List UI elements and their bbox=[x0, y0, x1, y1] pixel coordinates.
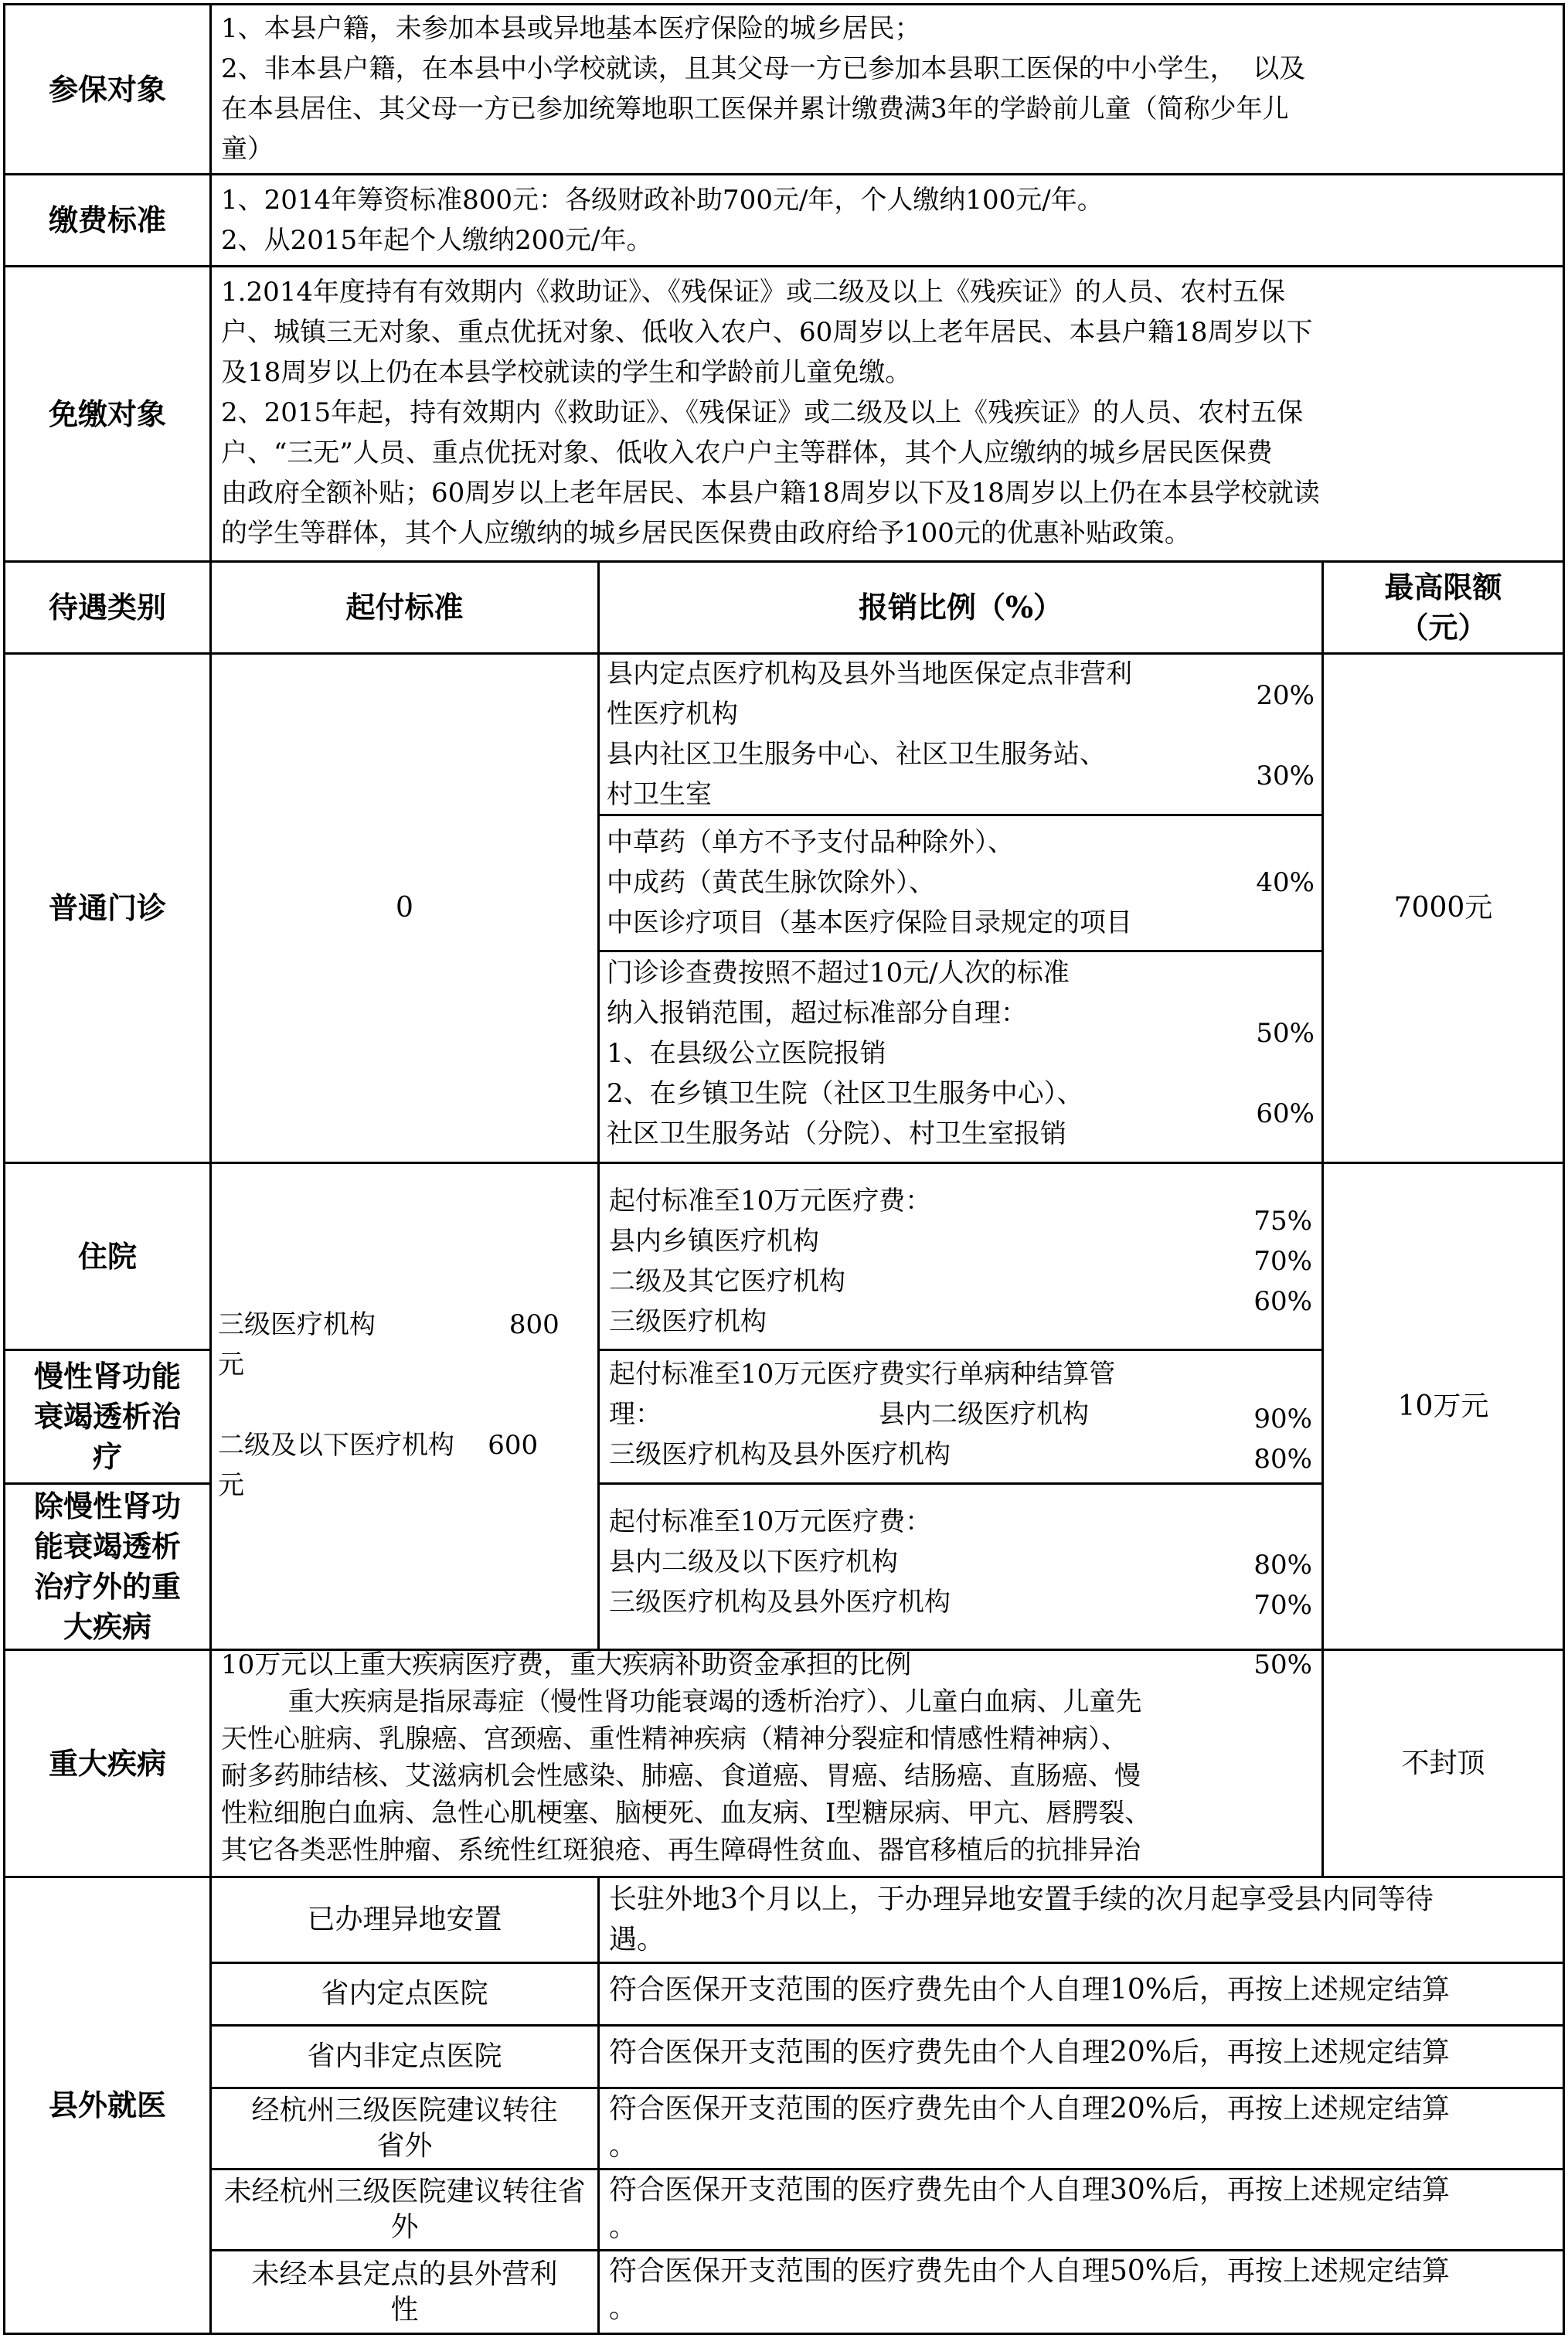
serious-pct-2: 70% bbox=[1253, 1590, 1312, 1621]
header-category: 待遇类别 bbox=[3, 560, 212, 655]
payment-content-cell bbox=[209, 173, 1565, 267]
outside-row-1-desc: 长驻外地3个月以上，于办理异地安置手续的次月起享受县内同等待 遇。 bbox=[597, 1876, 1565, 1964]
major-label-cell: 重大疾病 bbox=[3, 1649, 212, 1878]
inpatient-deductible-text: 三级医疗机构 800 元 二级及以下医疗机构 600 元 bbox=[218, 1309, 560, 1501]
payment-line-1: 1、2014年筹资标准800元：各级财政补助700元/年，个人缴纳100元/年。 bbox=[221, 185, 1104, 216]
serious-pct-1: 80% bbox=[1253, 1550, 1312, 1581]
payment-label: 缴费标准 bbox=[48, 202, 166, 237]
outpatient-g3-pct-2: 60% bbox=[1256, 1098, 1315, 1129]
exempt-line-5: 户、“三无”人员、重点优抚对象、低收入农户户主等群体，其个人应缴纳的城乡居民医保费 bbox=[221, 437, 1273, 468]
outside-row-3-desc: 符合医保开支范围的医疗费先由个人自理20%后，再按上述规定结算 bbox=[597, 2024, 1565, 2089]
insured-line-3: 在本县居住、其父母一方已参加统筹地职工医保并累计缴费满3年的学龄前儿童（简称少年儿 bbox=[221, 94, 1289, 124]
inpatient-g1-pct-1: 75% bbox=[1253, 1206, 1312, 1237]
inpatient-deductible-cell bbox=[209, 1162, 600, 1651]
outside-label-cell: 县外就医 bbox=[3, 1876, 212, 2335]
exempt-line-2: 户、城镇三无对象、重点优抚对象、低收入农户、60周岁以上老年居民、本县户籍18周岁以下 bbox=[221, 317, 1313, 348]
exempt-line-7: 的学生等群体，其个人应缴纳的城乡居民医保费由政府给予100元的优惠补贴政策。 bbox=[221, 518, 1191, 549]
outpatient-g3-text: 门诊诊查费按照不超过10元/人次的标准 纳入报销范围，超过标准部分自理： 1、在县级公立医院报销 2、在乡镇卫生院（社区卫生服务中心）、 社区卫生服务站（分院）、村卫生室报销 bbox=[607, 958, 1083, 1149]
outpatient-g3-pct-1: 50% bbox=[1256, 1018, 1315, 1049]
dialysis-text: 起付标准至10万元医疗费实行单病种结算管 理： 县内二级医疗机构 三级医疗机构及县外医疗机构 bbox=[609, 1359, 1116, 1470]
insured-content-cell bbox=[209, 3, 1565, 175]
outpatient-g1-item-2: 县内社区卫生服务中心、社区卫生服务站、 村卫生室 bbox=[607, 739, 1106, 810]
outpatient-g1-item-1: 县内定点医疗机构及县外当地医保定点非营利 性医疗机构 bbox=[607, 659, 1132, 730]
exempt-line-6: 由政府全额补贴；60周岁以上老年居民、本县户籍18周岁以下及18周岁以上仍在本县学校就读 bbox=[221, 478, 1320, 509]
header-deductible: 起付标准 bbox=[209, 560, 600, 655]
exempt-label: 免缴对象 bbox=[48, 396, 166, 431]
insured-line-4: 童） bbox=[221, 134, 274, 165]
outside-row-2-desc: 符合医保开支范围的医疗费先由个人自理10%后，再按上述规定结算 bbox=[597, 1962, 1565, 2027]
inpatient-g1-pct-2: 70% bbox=[1253, 1246, 1312, 1277]
insured-label-cell bbox=[3, 3, 212, 175]
major-content-cell bbox=[209, 1649, 1324, 1878]
insured-line-1: 1、本县户籍，未参加本县或异地基本医疗保险的城乡居民； bbox=[221, 13, 921, 44]
header-max: 最高限额 （元） bbox=[1321, 560, 1565, 655]
exempt-content-cell bbox=[209, 265, 1565, 563]
serious-ratio-cell bbox=[597, 1482, 1324, 1651]
inpatient-g1-pct-3: 60% bbox=[1253, 1286, 1312, 1317]
outside-row-6-desc: 符合医保开支范围的医疗费先由个人自理50%后，再按上述规定结算 。 bbox=[597, 2249, 1565, 2335]
inpatient-ratio-cell bbox=[597, 1162, 1324, 1351]
outpatient-g2-text: 中草药（单方不予支付品种除外）、 中成药（黄芪生脉饮除外）、 中医诊疗项目（基本医疗保险目录规定的项目 bbox=[607, 827, 1132, 938]
outside-row-2-name: 省内定点医院 bbox=[209, 1962, 600, 2027]
dialysis-pct-1: 90% bbox=[1253, 1404, 1312, 1434]
outside-row-3-name: 省内非定点医院 bbox=[209, 2024, 600, 2089]
outpatient-ratio-cell bbox=[597, 652, 1324, 1164]
dialysis-ratio-cell bbox=[597, 1349, 1324, 1485]
exempt-label-cell bbox=[3, 265, 212, 563]
outpatient-g2-pct: 40% bbox=[1256, 867, 1315, 898]
inpatient-max-cell: 10万元 bbox=[1321, 1162, 1565, 1651]
outpatient-group-2 bbox=[597, 816, 1324, 952]
dialysis-label-cell: 慢性肾功能 衰竭透析治 疗 bbox=[3, 1349, 212, 1485]
outpatient-label-cell: 普通门诊 bbox=[3, 652, 212, 1164]
serious-text: 起付标准至10万元医疗费： 县内二级及以下医疗机构 三级医疗机构及县外医疗机构 bbox=[609, 1506, 951, 1618]
outpatient-group-1 bbox=[597, 652, 1324, 816]
exempt-line-4: 2、2015年起，持有效期内《救助证》、《残保证》或二级及以上《残疾证》的人员、农村五保 bbox=[221, 397, 1304, 428]
outside-row-6-name: 未经本县定点的县外营利 性 bbox=[209, 2249, 600, 2335]
header-ratio: 报销比例（%） bbox=[597, 560, 1324, 655]
exempt-line-3: 及18周岁以上仍在本县学校就读的学生和学龄前儿童免缴。 bbox=[221, 357, 912, 388]
major-max-cell: 不封顶 bbox=[1321, 1649, 1565, 1878]
outpatient-max-cell: 7000元 bbox=[1321, 652, 1565, 1164]
outside-row-5-desc: 符合医保开支范围的医疗费先由个人自理30%后，再按上述规定结算 。 bbox=[597, 2168, 1565, 2251]
outpatient-g1-pct-1: 20% bbox=[1256, 680, 1315, 711]
outside-row-4-desc: 符合医保开支范围的医疗费先由个人自理20%后，再按上述规定结算 。 bbox=[597, 2087, 1565, 2170]
exempt-line-1: 1.2014年度持有有效期内《救助证》、《残保证》或二级及以上《残疾证》的人员、农村五保 bbox=[221, 277, 1285, 308]
dialysis-pct-2: 80% bbox=[1253, 1444, 1312, 1475]
major-text: 10万元以上重大疾病医疗费，重大疾病补助资金承担的比例 重大疾病是指尿毒症（慢性肾功能衰竭的透析治疗）、儿童白血病、儿童先 天性心脏病、乳腺癌、宫颈癌、重性精神疾病（精神分裂症和情感性精神病）、 耐多药肺结核、艾滋病机会性感染、肺癌、食道癌、胃癌、结肠癌、直肠癌、慢 性粒细胞白血病、急性心肌梗塞、脑梗死、血友病、I型糖尿病、甲亢、唇腭裂、 其它各类恶性肿瘤、系统性红斑狼疮、再生障碍性贫血、器官移植后的抗排异治 bbox=[221, 1649, 1151, 1866]
outpatient-deductible-cell: 0 bbox=[209, 652, 600, 1164]
outpatient-group-3 bbox=[597, 950, 1324, 1164]
outside-row-1-name: 已办理异地安置 bbox=[209, 1876, 600, 1964]
major-pct: 50% bbox=[1253, 1649, 1312, 1680]
outside-row-5-name: 未经杭州三级医院建议转往省 外 bbox=[209, 2168, 600, 2251]
inpatient-g1-text: 起付标准至10万元医疗费： 县内乡镇医疗机构 二级及其它医疗机构 三级医疗机构 bbox=[609, 1186, 932, 1337]
payment-line-2: 2、从2015年起个人缴纳200元/年。 bbox=[221, 225, 653, 256]
inpatient-label-cell: 住院 bbox=[3, 1162, 212, 1351]
outside-row-4-name: 经杭州三级医院建议转往 省外 bbox=[209, 2087, 600, 2170]
insured-line-2: 2、非本县户籍，在本县中小学校就读，且其父母一方已参加本县职工医保的中小学生， 以及 bbox=[221, 53, 1306, 84]
insured-label: 参保对象 bbox=[48, 71, 166, 107]
outpatient-g1-pct-2: 30% bbox=[1256, 761, 1315, 791]
payment-label-cell bbox=[3, 173, 212, 267]
serious-label-cell: 除慢性肾功 能衰竭透析 治疗外的重 大疾病 bbox=[3, 1482, 212, 1651]
